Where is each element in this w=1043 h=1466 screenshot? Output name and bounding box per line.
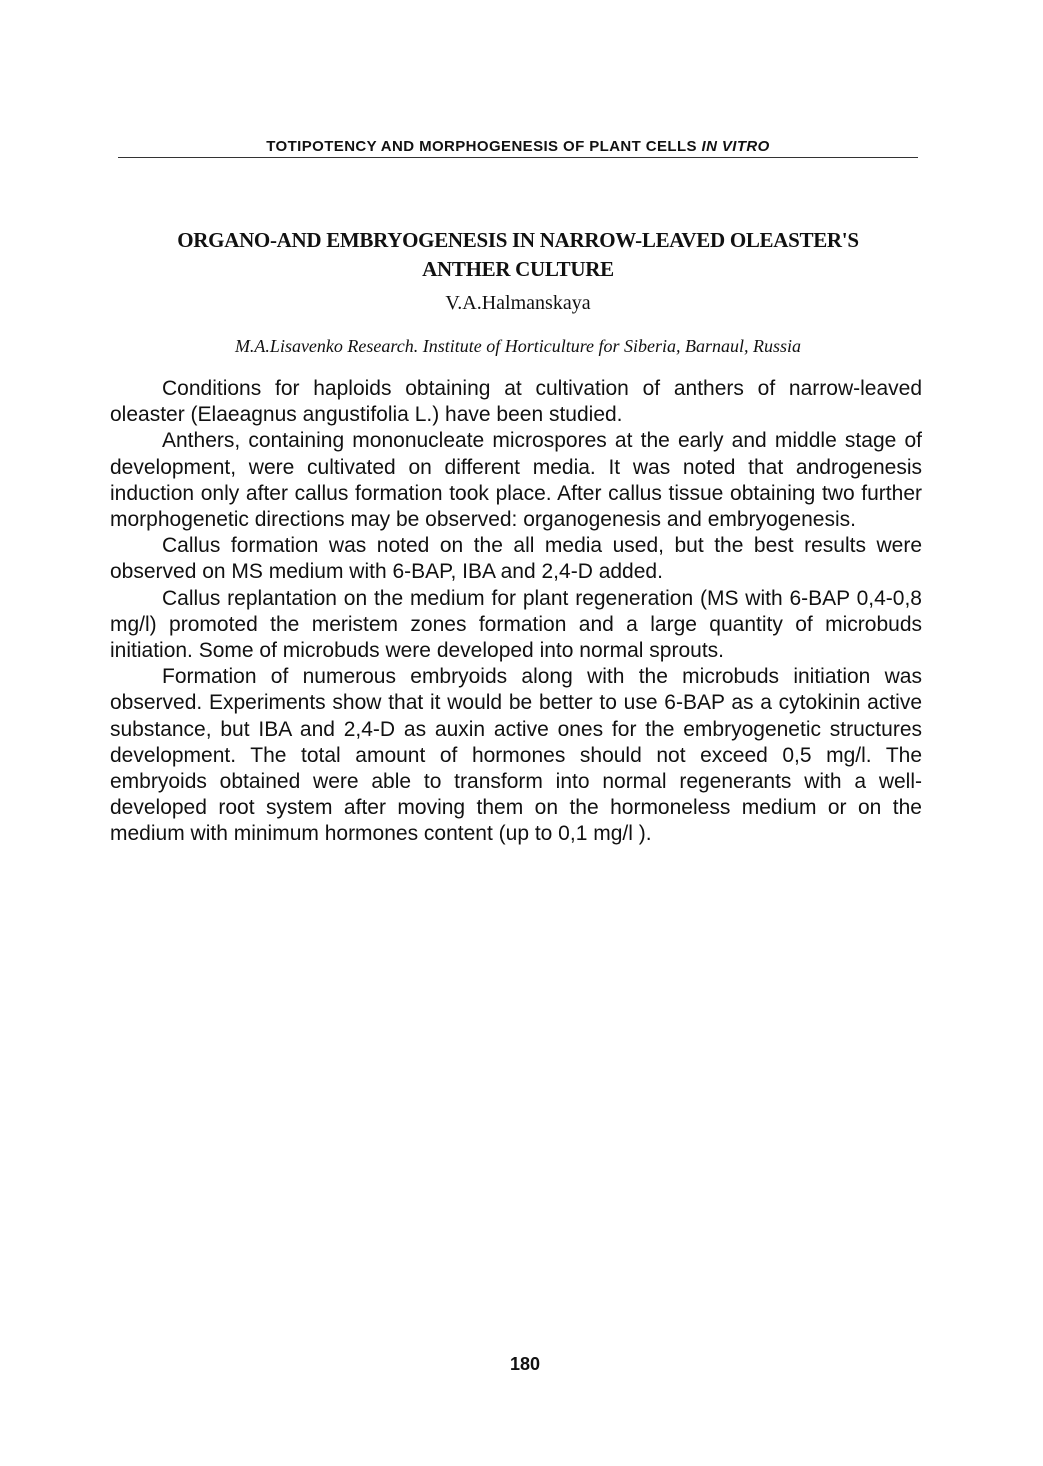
running-head (118, 138, 918, 155)
running-head-main: TOTIPOTENCY AND MORPHOGENESIS OF PLANT CELLS (266, 138, 697, 155)
paragraph-2: Anthers, containing mononucleate microspores at the early and middle stage of development, were cultivated on different media. It was noted that androgenesis induction only after callus formation took place. After callus tissue obtaining two further morphogenetic directions may be observed: organogenesis and embryogenesis. (110, 429, 922, 532)
paragraph-1: Conditions for haploids obtaining at cultivation of anthers of narrow-leaved oleaster (Elaeagnus angustifolia L.) have been studied. (110, 377, 922, 427)
paragraph-5: Formation of numerous embryoids along with the microbuds initiation was observed. Experiments show that it would be better to use 6-BAP as a cytokinin active substance, but IBA and 2,4-D as auxin active ones for the embryogenetic structures development. The total amount of hormones should not exceed 0,5 mg/l. The embryoids obtained were able to transform into normal regenerants with a well-developed root system after moving them on the hormoneless medium or on the medium with minimum hormones content (up to 0,1 mg/l ). (110, 665, 922, 846)
abstract-body (110, 376, 922, 848)
article-title-line-2: ANTHER CULTURE (422, 257, 614, 281)
page-number: 180 (509, 1354, 541, 1374)
running-head-italic: IN VITRO (701, 138, 770, 155)
header-rule (118, 157, 918, 158)
author-affiliation: M.A.Lisavenko Research. Institute of Horticulture for Siberia, Barnaul, Russia (234, 336, 802, 356)
paragraph-3: Callus formation was noted on the all media used, but the best results were observed on MS medium with 6-BAP, IBA and 2,4-D added. (110, 534, 922, 584)
paragraph-4: Callus replantation on the medium for plant regeneration (MS with 6-BAP 0,4-0,8 mg/l) promoted the meristem zones formation and a large quantity of microbuds initiation. Some of microbuds were developed into normal sprouts. (110, 586, 922, 663)
article-title (100, 226, 936, 284)
author-name: V.A.Halmanskaya (445, 292, 591, 314)
article-title-line-1: ORGANO-AND EMBRYOGENESIS IN NARROW-LEAVED OLEASTER'S (177, 228, 859, 252)
